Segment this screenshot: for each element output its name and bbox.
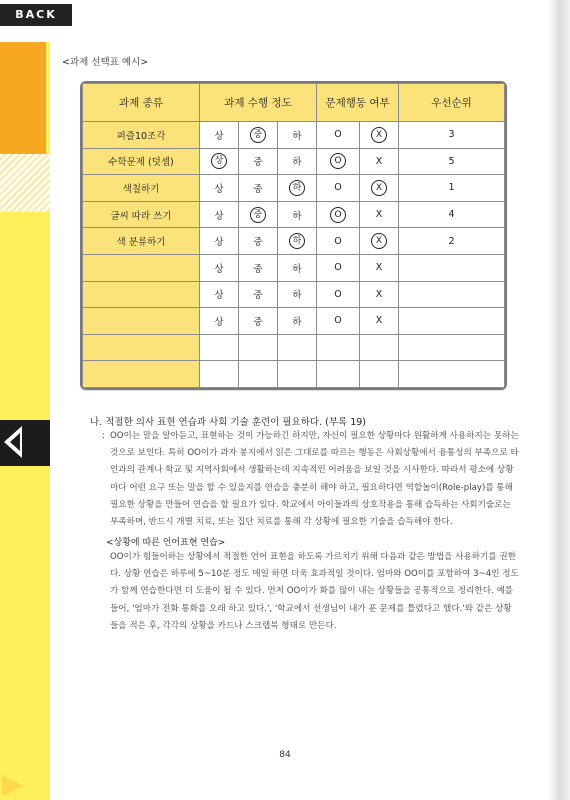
level-mark: 중 [253, 316, 263, 328]
level-mark: 중 [253, 290, 263, 302]
behavior-cell [317, 254, 360, 281]
table-row [83, 228, 505, 255]
rail-stripe-pattern [0, 154, 50, 212]
rail-orange-block [0, 42, 46, 154]
behavior-mark: X [375, 315, 383, 327]
level-cell [278, 281, 317, 308]
priority-cell: 3 [399, 122, 505, 149]
level-cell [278, 361, 317, 388]
priority-cell [399, 254, 505, 281]
level-cell [239, 361, 278, 388]
task-name-cell [83, 361, 200, 388]
level-mark: 하 [292, 290, 302, 302]
level-mark: 중 [253, 237, 263, 249]
table-row [83, 361, 505, 388]
table-row [83, 148, 505, 175]
task-name-cell: 퍼즐10조각 [83, 122, 200, 149]
level-cell [239, 308, 278, 335]
header-task-kind: 과제 종류 [83, 84, 200, 122]
level-cell [278, 254, 317, 281]
priority-cell: 2 [399, 228, 505, 255]
level-cell [278, 334, 317, 361]
level-mark: 중 [253, 263, 263, 275]
behavior-mark: O [334, 129, 342, 141]
level-mark: 상 [214, 316, 224, 328]
behavior-cell [360, 334, 399, 361]
task-name-cell: 수학문제 (덧셈) [83, 148, 200, 175]
level-cell [239, 228, 278, 255]
behavior-cell [360, 308, 399, 335]
table-row [83, 175, 505, 202]
behavior-cell [317, 281, 360, 308]
level-cell [200, 201, 239, 228]
behavior-mark: X [375, 209, 383, 221]
level-cell [278, 175, 317, 202]
level-cell [200, 122, 239, 149]
circled-behavior-mark: X [371, 233, 387, 249]
level-cell [239, 201, 278, 228]
table-row [83, 308, 505, 335]
paragraph-social-skills-text: OO이는 말을 알아듣고, 표현하는 것이 가능하긴 하지만, 자신이 필요한 상황마다 원활하게 사용하지는 못하는 것으로 보인다. 특히 OO이가 과자 봉지에서 읽은 그대로를 따르는 행동은 사회상황에서 융통성의 부족으로 타인과의 관계나 학교 및 지역사회에서 생활하는데 지속적인 어려움을 보일 것을 시사한다. 따라서 평소에 상황마다 어떤 요구 또는 말을 할 수 있을지를 연습을 충분히 해야 하고, 필요하다면 역할놀이(Role-play)를 통해 필요한 상황을 만들어 연습을 할 필요가 있다. 학교에서 아이들과의 상호작용을 통해 습득하는 사회기술로는 부족하며, 반드시 개별 치료, 또는 집단 치료를 통해 각 상황에 필요한 기술을 습득해야 한다. [110, 431, 519, 528]
paragraph-colon: : [102, 431, 105, 441]
circled-level-mark: 중 [250, 127, 266, 143]
level-cell [200, 308, 239, 335]
behavior-mark: X [375, 262, 383, 274]
level-cell [278, 122, 317, 149]
level-cell [239, 334, 278, 361]
task-name-cell: 글씨 따라 쓰기 [83, 201, 200, 228]
task-name-cell [83, 334, 200, 361]
behavior-cell [360, 228, 399, 255]
level-cell [278, 308, 317, 335]
circled-behavior-mark: O [330, 153, 346, 169]
behavior-mark: O [334, 262, 342, 274]
table-caption: <과제 선택표 예시> [62, 57, 149, 68]
level-mark: 중 [253, 157, 263, 169]
priority-cell [399, 308, 505, 335]
priority-cell [399, 281, 505, 308]
behavior-cell [360, 175, 399, 202]
level-mark: 하 [292, 210, 302, 222]
level-cell [200, 334, 239, 361]
level-cell [278, 201, 317, 228]
prev-arrow-icon-inner [10, 433, 20, 451]
level-cell [200, 228, 239, 255]
circled-behavior-mark: O [330, 207, 346, 223]
behavior-cell [360, 281, 399, 308]
behavior-mark: O [334, 182, 342, 194]
level-cell [239, 254, 278, 281]
level-mark: 하 [292, 263, 302, 275]
task-selection-table [80, 81, 507, 390]
task-name-cell: 색칠하기 [83, 175, 200, 202]
table-row [83, 334, 505, 361]
behavior-cell [360, 201, 399, 228]
level-mark: 하 [292, 130, 302, 142]
level-cell [239, 175, 278, 202]
behavior-cell [317, 228, 360, 255]
level-cell [239, 148, 278, 175]
level-mark: 상 [214, 130, 224, 142]
behavior-cell [317, 122, 360, 149]
circled-behavior-mark: X [371, 127, 387, 143]
behavior-cell [317, 361, 360, 388]
table-header-row [83, 84, 505, 122]
circled-level-mark: 하 [289, 180, 305, 196]
behavior-cell [360, 148, 399, 175]
behavior-mark: O [334, 288, 342, 300]
level-mark: 상 [214, 290, 224, 302]
behavior-cell [317, 201, 360, 228]
level-cell [200, 254, 239, 281]
level-mark: 하 [292, 316, 302, 328]
table-row [83, 254, 505, 281]
task-name-cell [83, 254, 200, 281]
level-cell [200, 361, 239, 388]
circled-level-mark: 하 [289, 233, 305, 249]
behavior-cell [360, 361, 399, 388]
behavior-cell [360, 122, 399, 149]
circled-level-mark: 상 [211, 153, 227, 169]
behavior-cell [317, 148, 360, 175]
behavior-cell [360, 254, 399, 281]
section-title: 나. 적절한 의사 표현 연습과 사회 기술 훈련이 필요하다. (부록 19) [90, 417, 366, 428]
circled-behavior-mark: X [371, 180, 387, 196]
table-row [83, 122, 505, 149]
table-row [83, 201, 505, 228]
level-cell [278, 228, 317, 255]
level-cell [200, 148, 239, 175]
task-name-cell [83, 308, 200, 335]
behavior-mark: X [375, 288, 383, 300]
level-mark: 하 [292, 157, 302, 169]
level-mark: 중 [253, 183, 263, 195]
back-button[interactable]: BACK [0, 4, 72, 26]
behavior-mark: O [334, 235, 342, 247]
header-priority: 우선순위 [399, 84, 505, 122]
level-mark: 상 [214, 237, 224, 249]
priority-cell: 5 [399, 148, 505, 175]
table-body [83, 122, 505, 388]
priority-cell [399, 334, 505, 361]
page-edge-shadow [548, 0, 570, 800]
behavior-cell [317, 175, 360, 202]
level-cell [239, 281, 278, 308]
sub-heading: <상황에 따른 언어표현 연습> [106, 538, 226, 548]
header-problem-behavior: 문제행동 여부 [317, 84, 399, 122]
level-cell [200, 175, 239, 202]
paragraph-social-skills [102, 428, 520, 531]
level-cell [278, 148, 317, 175]
task-name-cell: 색 분류하기 [83, 228, 200, 255]
task-name-cell [83, 281, 200, 308]
level-mark: 상 [214, 210, 224, 222]
paragraph-language-practice: OO이가 힘들어하는 상황에서 적절한 언어 표현을 하도록 가르치기 위해 다음과 같은 방법을 사용하기를 권한다. 상황 연습은 하루에 5~10분 정도 매일 하면 더욱 효과적일 것이다. 엄마와 OO이를 포함하여 3~4인 정도가 함께 연습한다면 더 도움이 될 수 있다. 먼저 OO이가 화를 많이 내는 상황들을 공통적으로 정리한다. 예를 들어, '엄마가 전화 통화를 오래 하고 있다.', '학교에서 선생님이 내가 푼 문제를 틀렸다고 했다.'와 같은 상황들을 적은 후, 각각의 상황을 카드나 스크랩북 형태로 만든다. [110, 552, 519, 631]
table-row [83, 281, 505, 308]
priority-cell: 1 [399, 175, 505, 202]
behavior-mark: X [375, 155, 383, 167]
circled-level-mark: 중 [250, 207, 266, 223]
behavior-mark: O [334, 315, 342, 327]
page-number: 84 [279, 750, 291, 760]
next-arrow-icon[interactable] [2, 776, 24, 796]
behavior-cell [317, 308, 360, 335]
level-mark: 상 [214, 263, 224, 275]
header-performance: 과제 수행 정도 [200, 84, 317, 122]
level-cell [239, 122, 278, 149]
priority-cell [399, 361, 505, 388]
behavior-cell [317, 334, 360, 361]
level-cell [200, 281, 239, 308]
level-mark: 상 [214, 183, 224, 195]
priority-cell: 4 [399, 201, 505, 228]
